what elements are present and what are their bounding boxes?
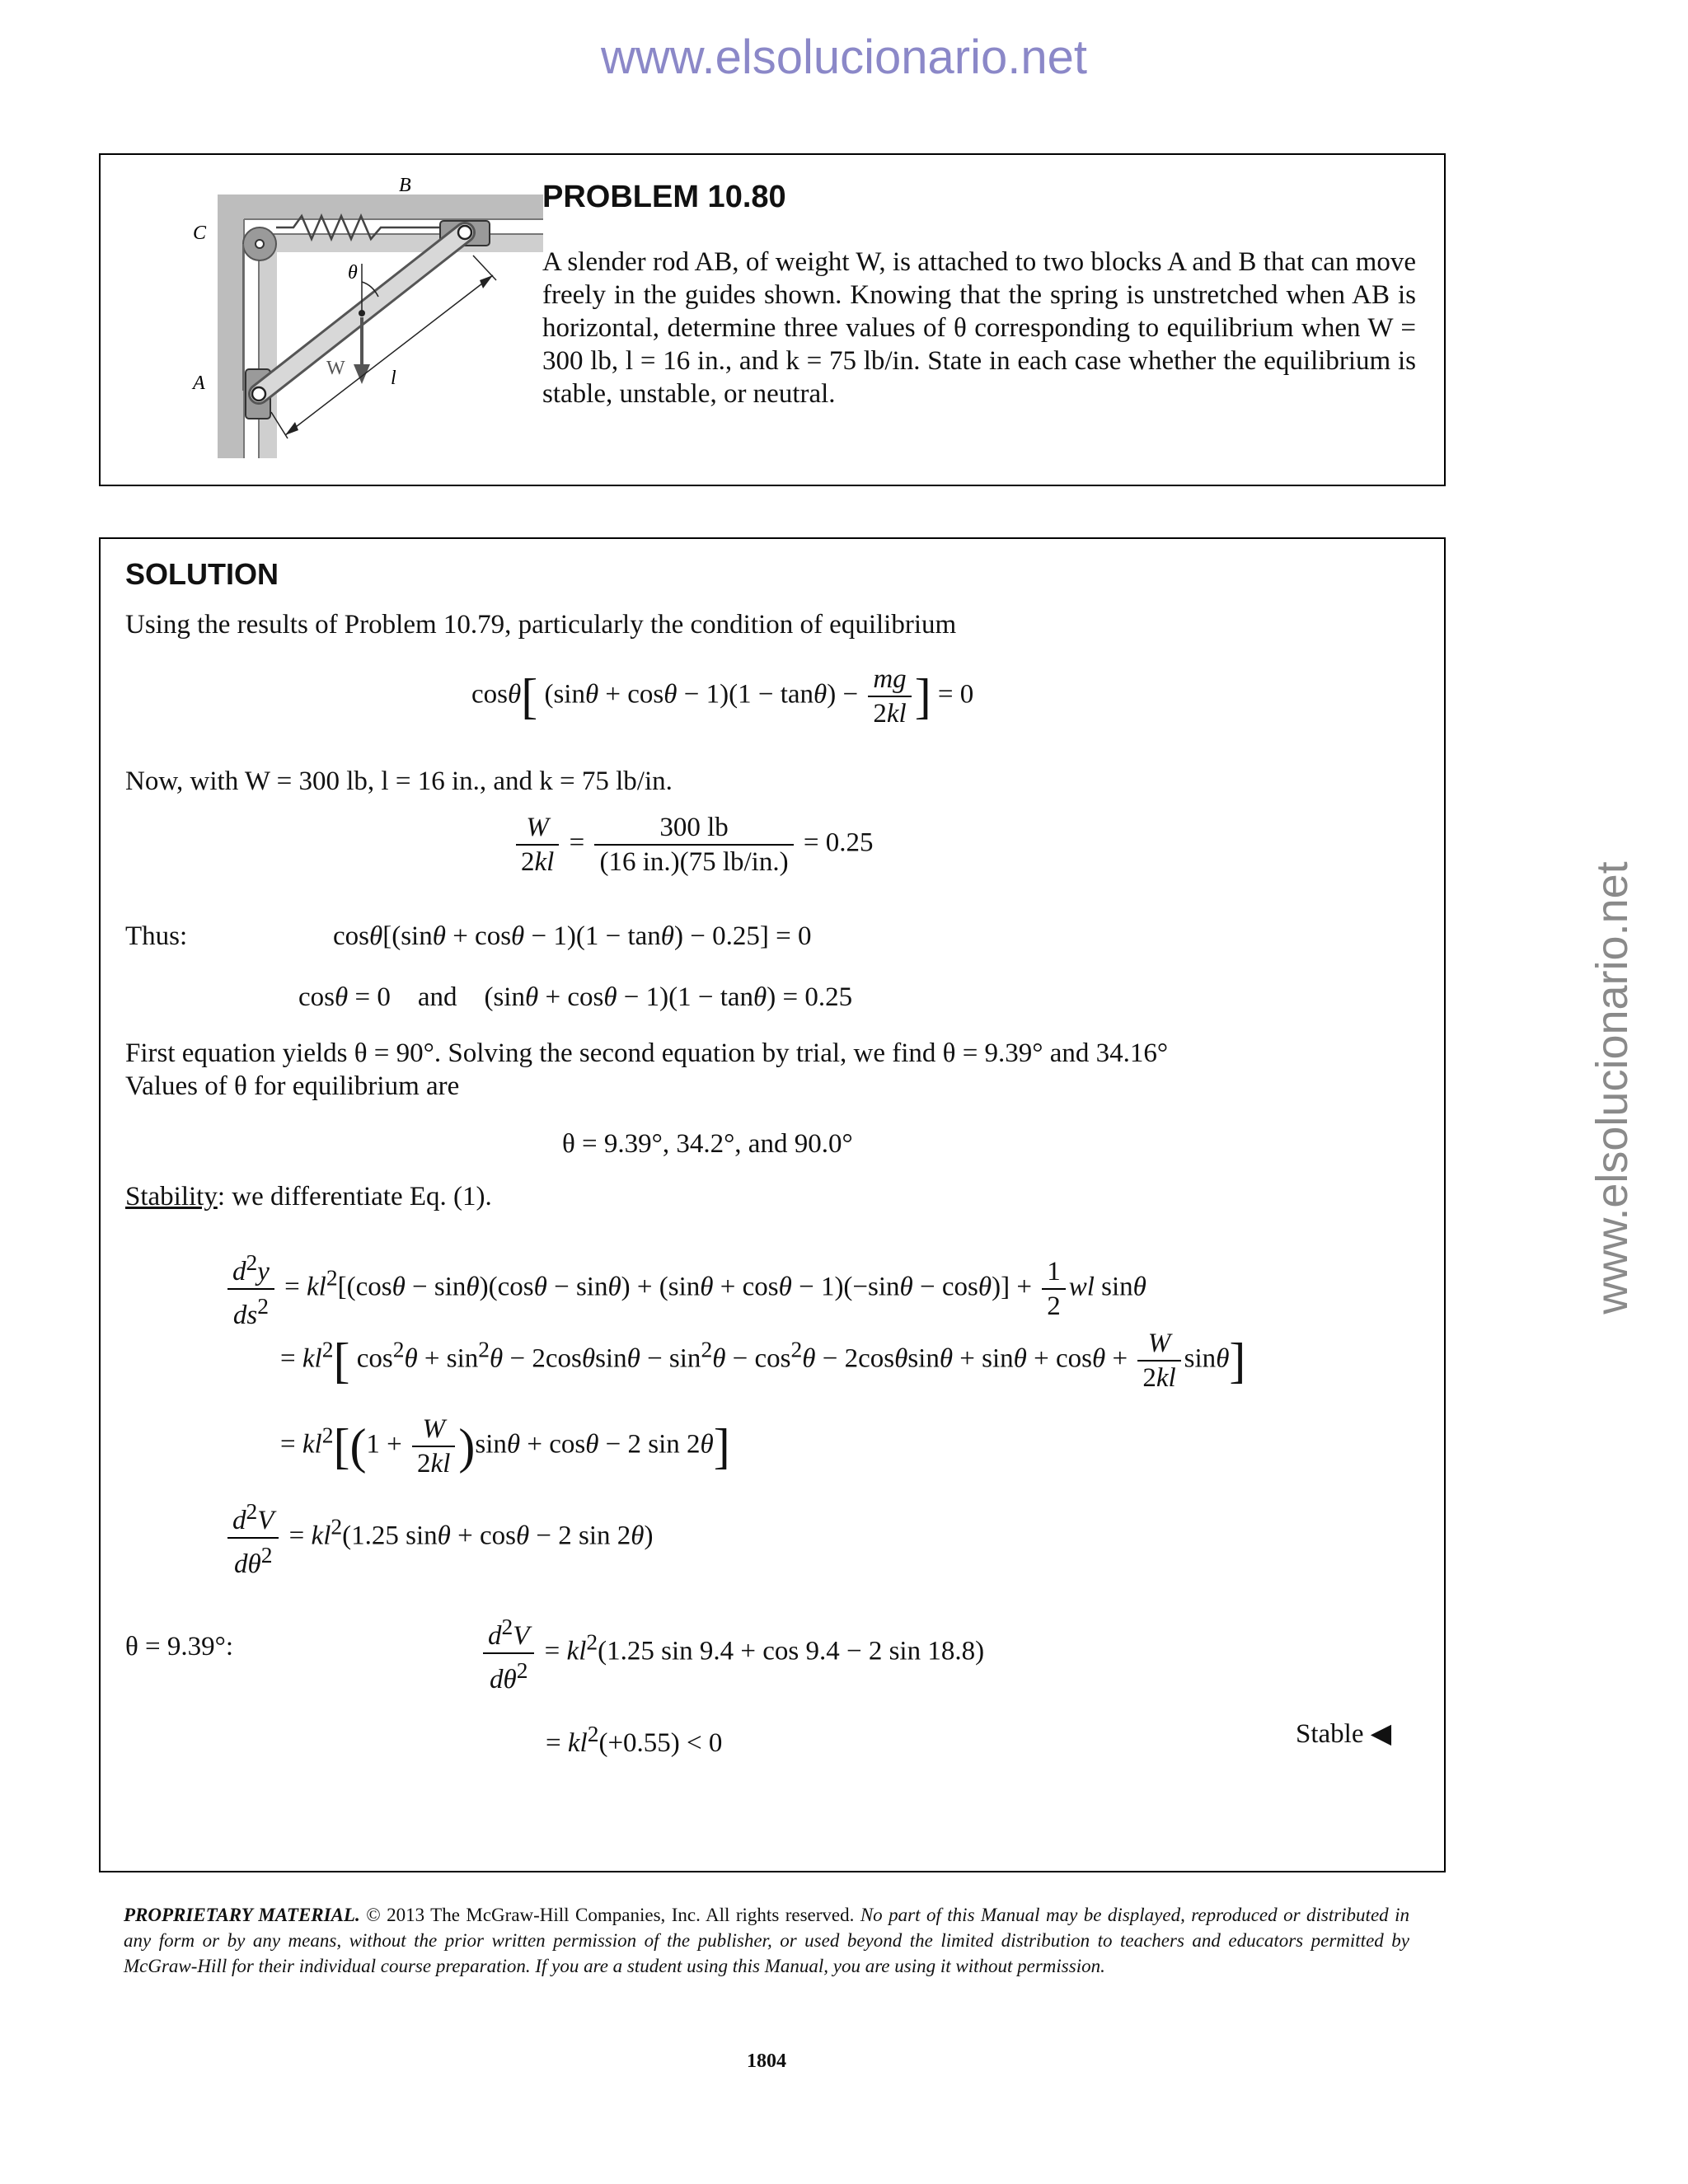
label-a: A	[193, 373, 205, 394]
watermark-top: www.elsolucionario.net	[601, 30, 1087, 84]
equation-equilibrium: cosθ[ (sinθ + cosθ − 1)(1 − tanθ) − $\frac{mg}{2kl}$ ] = 0	[471, 664, 974, 729]
problem-figure	[143, 173, 556, 470]
stability-line	[125, 1180, 492, 1213]
problem-title: PROBLEM 10.80	[542, 180, 786, 214]
label-w: W	[326, 358, 345, 379]
thus-label: Thus:	[125, 921, 188, 951]
equation-case: $\frac{d^2V}{d\theta^2}$ = $kl^2(1.25$ sin 9.4 + cos 9.4 − 2 sin 18.8)	[480, 1610, 984, 1696]
solution-box	[99, 537, 1446, 1872]
stability-rest: : we differentiate Eq. (1).	[217, 1182, 492, 1212]
stable-label: Stable ◀	[1296, 1719, 1392, 1749]
equation-ratio: $\frac{W}{2kl}$ = $\frac{300 lb}{(16 in.)(75 lb/in.)}$ = 0.25	[513, 811, 873, 879]
equation-d2y: $\frac{d^2y}{ds^2}$ = $kl^2[(\cos\theta - \sin\theta)(\cos\theta - \sin\theta) + (\sin\theta + \cos\theta - 1)(-\sin\theta - \cos\theta)]$ + $\frac{1}{2}$ wl sinθ	[224, 1246, 1146, 1332]
label-theta: θ	[348, 262, 358, 284]
label-l: l	[391, 368, 396, 389]
problem-box	[99, 153, 1446, 486]
footer-notice-text: No part of this Manual may be displayed, reproduced or distributed in any form or by any means, without the prior written permission of the publisher, or used beyond the limited distribution to teachers and educators permitted by McGraw-Hill for their individual course preparation. If you are a student using this Manual, you are using it without permission.	[124, 1905, 1409, 1976]
equation-expand: = $kl^2$[ $\cos^2\theta + \sin^2\theta - 2\cos\theta\sin\theta - \sin^2\theta - \cos^2\theta - 2\cos\theta\sin\theta + \sin\theta + \cos\theta$ + $\frac{W}{2kl}$ sinθ]	[280, 1329, 1246, 1393]
stability-word: Stability	[125, 1182, 218, 1212]
label-c: C	[193, 223, 207, 244]
equation-thus: cosθ[(sinθ + cosθ − 1)(1 − tanθ) − 0.25] = 0	[333, 921, 812, 951]
watermark-side: www.elsolucionario.net	[1587, 861, 1637, 1315]
footer-notice	[124, 1902, 1409, 1979]
equation-simplify: = $kl^2[(1$ + $\frac{W}{2kl}$ )sinθ + cosθ − 2 sin 2θ]	[280, 1414, 730, 1479]
values-for-text: Values of θ for equilibrium are	[125, 1071, 460, 1101]
solution-title: SOLUTION	[125, 557, 279, 591]
page-number: 1804	[747, 2050, 786, 2072]
now-with-text: Now, with W = 300 lb, l = 16 in., and k = 75 lb/in.	[125, 766, 673, 796]
label-b: B	[399, 175, 411, 196]
first-equation-text: First equation yields θ = 90°. Solving the second equation by trial, we find θ = 9.39° and 34.16°	[125, 1038, 1169, 1068]
result-values: θ = 9.39°, 34.2°, and 90.0°	[562, 1129, 853, 1159]
case-label: θ = 9.39°:	[125, 1632, 234, 1661]
footer-copyright: © 2013 The McGraw-Hill Companies, Inc. All rights reserved.	[359, 1905, 860, 1925]
intro-text: Using the results of Problem 10.79, particularly the condition of equilibrium	[125, 610, 957, 640]
equation-d2v: $\frac{d^2V}{d\theta^2}$ = $kl^2(1.25$ sinθ + cosθ − 2 sin 2θ)	[224, 1495, 654, 1581]
problem-statement: A slender rod AB, of weight W, is attached to two blocks A and B that can move freely in the guides shown. Knowing that the spring is unstretched when AB is horizontal, determine three values of θ corresponding to equilibrium when W = 300 lb, l = 16 in., and k = 75 lb/in. State in each case whether the equilibrium is stable, unstable, or neutral.	[542, 247, 1416, 409]
equation-case-result: = $kl^2(+0.55) < 0$	[546, 1721, 723, 1758]
equation-split: cosθ = 0 and (sinθ + cosθ − 1)(1 − tanθ) = 0.25	[298, 982, 853, 1012]
footer-proprietary: PROPRIETARY MATERIAL.	[124, 1905, 360, 1925]
